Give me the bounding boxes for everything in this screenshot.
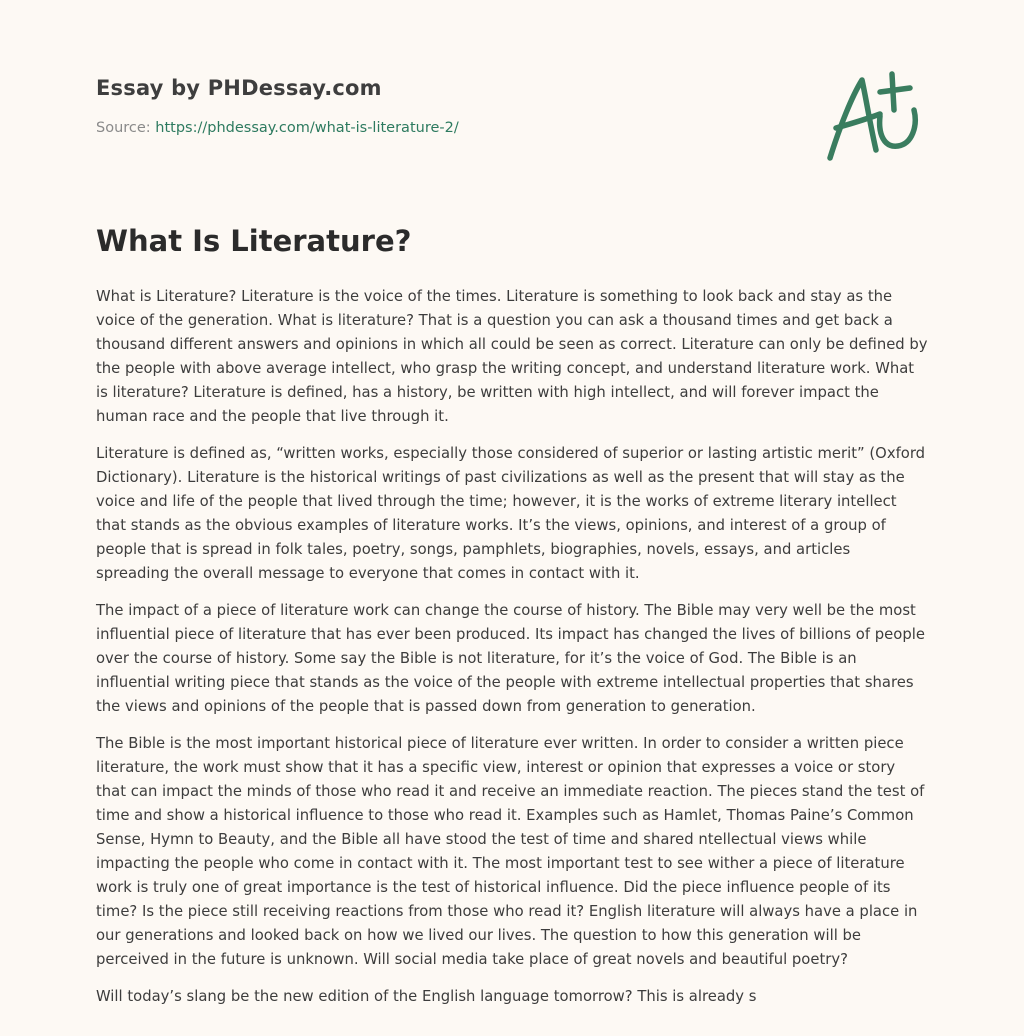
paragraph: The impact of a piece of literature work can change the course of history. The Bible may very well be the most influential piece of literature that has ever been produced. Its impact has changed the lives of billions of people over the course of history. Some say the Bible is not literature, for it’s the voice of God. The Bible is an influential writing piece that stands as the voice of the people with extreme intellectual properties that shares the views and opinions of the people that is passed down from generation to generation. — [96, 602, 925, 715]
a-plus-grade-icon — [818, 66, 928, 166]
paragraph: What is Literature? Literature is the voice of the times. Literature is something to look back and stay as the voice of the generation. What is literature? That is a question you can ask a thousand times and get back a thousand different answers and opinions in which all could be seen as correct. Literature can only be defined by the people with above average intellect, who grasp the writing concept, and understand literature work. What is literature? Literature is defined, has a history, be written with high intellect, and will forever impact the human race and the people that live through it. — [96, 288, 928, 425]
article-title: What Is Literature? — [96, 224, 412, 258]
source-label: Source: — [96, 120, 151, 136]
source-line — [96, 120, 796, 136]
paragraph: Will today’s slang be the new edition of the English language tomorrow? This is already s — [96, 988, 757, 1005]
page-header — [96, 76, 796, 136]
article-body — [96, 285, 928, 1022]
source-link[interactable]: https://phdessay.com/what-is-literature-2/ — [155, 120, 459, 136]
site-brand: Essay by PHDessay.com — [96, 76, 382, 100]
paragraph: Literature is defined as, “written works, especially those considered of superior or lasting artistic merit” (Oxford Dictionary). Literature is the historical writings of past civilizations as well as the present that will stay as the voice and life of the people that lived through the time; however, it is the works of extreme literary intellect that stands as the obvious examples of literature works. It’s the views, opinions, and interest of a group of people that is spread in folk tales, poetry, songs, pamphlets, biographies, novels, essays, and articles spreading the overall message to everyone that comes in contact with it. — [96, 445, 926, 582]
paragraph: The Bible is the most important historical piece of literature ever written. In order to consider a written piece literature, the work must show that it has a specific view, interest or opinion that expresses a voice or story that can impact the minds of those who read it and receive an immediate reaction. The pieces stand the test of time and show a historical influence to those who read it. Examples such as Hamlet, Thomas Paine’s Common Sense, Hymn to Beauty, and the Bible all have stood the test of time and shared ntellectual views while impacting the people who come in contact with it. The most important test to see wither a piece of literature work is truly one of great importance is the test of historical influence. Did the piece influence people of its time? Is the piece still receiving reactions from those who read it? English literature will always have a place in our generations and looked back on how we lived our lives. The question to how this generation will be perceived in the future is unknown. Will social media take place of great novels and beautiful poetry? — [96, 735, 925, 968]
